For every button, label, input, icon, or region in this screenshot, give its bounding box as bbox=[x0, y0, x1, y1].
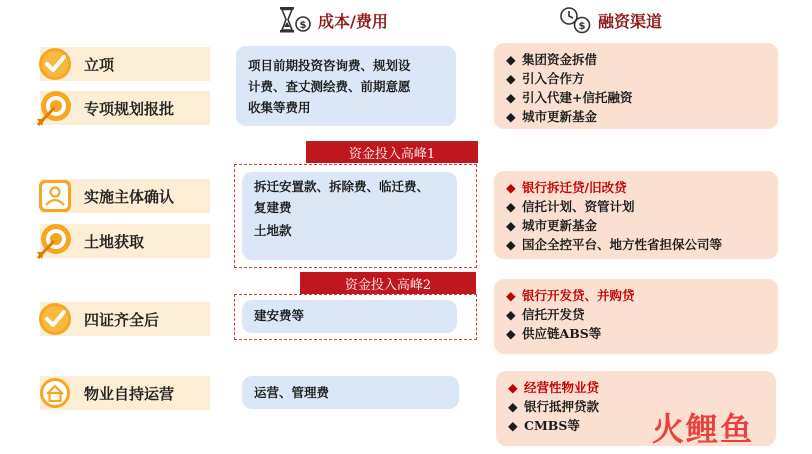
stage-label: 立项 bbox=[84, 55, 115, 74]
target-icon bbox=[34, 220, 76, 262]
funding-box-1 bbox=[494, 43, 778, 129]
cost-line: 计费、查丈测绘费、前期意愿 bbox=[248, 79, 411, 94]
cost-line: 复建费 bbox=[254, 200, 292, 215]
cost-header-label: 成本/费用 bbox=[318, 11, 388, 31]
stage-four-certificates bbox=[40, 302, 210, 336]
cost-line: 项目前期投资咨询费、规划设 bbox=[248, 58, 411, 73]
cost-line: 土地款 bbox=[254, 223, 292, 238]
funding-item: ◆ 银行抵押贷款 bbox=[508, 399, 600, 414]
svg-text:$: $ bbox=[578, 21, 586, 32]
svg-text:$: $ bbox=[299, 20, 307, 31]
funding-item: ◆ 供应链ABS等 bbox=[506, 326, 602, 341]
funding-item: ◆ 国企全控平台、地方性省担保公司等 bbox=[506, 237, 723, 252]
stage-label: 物业自持运营 bbox=[84, 384, 175, 403]
cost-box-operation bbox=[242, 376, 459, 409]
cost-line: 运营、管理费 bbox=[254, 385, 330, 400]
cost-line: 建安费等 bbox=[254, 308, 305, 323]
check-icon bbox=[34, 298, 76, 340]
peak-banner-2: 资金投入高峰2 bbox=[300, 272, 476, 294]
funding-item: ◆ 信托开发贷 bbox=[506, 307, 585, 322]
stage-property-operation bbox=[40, 376, 210, 410]
funding-item: ◆ CMBS等 bbox=[508, 418, 580, 433]
stage-land-acquisition bbox=[40, 224, 210, 258]
stage-label: 土地获取 bbox=[84, 232, 145, 251]
cost-column-header bbox=[278, 5, 388, 35]
funding-item: ◆ 集团资金拆借 bbox=[506, 52, 598, 67]
stage-planning-approval bbox=[40, 91, 210, 125]
funding-item-highlight: ◆ 经营性物业贷 bbox=[508, 380, 600, 395]
cost-line: 拆迁安置款、拆除费、临迁费、 bbox=[254, 179, 430, 194]
target-icon bbox=[34, 87, 76, 129]
person-icon bbox=[34, 175, 76, 217]
funding-box-3 bbox=[494, 279, 778, 354]
funding-box-2 bbox=[494, 171, 778, 259]
funding-item: ◆ 城市更新基金 bbox=[506, 218, 598, 233]
cost-line: 收集等费用 bbox=[248, 100, 311, 115]
funding-column-header bbox=[558, 5, 662, 35]
funding-item: ◆ 引入代建+信托融资 bbox=[506, 90, 633, 105]
stage-label: 专项规划报批 bbox=[84, 99, 175, 118]
check-icon bbox=[34, 43, 76, 85]
funding-item: ◆ 信托计划、资管计划 bbox=[506, 199, 635, 214]
stage-lixiang bbox=[40, 47, 210, 81]
stage-label: 四证齐全后 bbox=[84, 310, 160, 329]
funding-item-highlight: ◆ 银行拆迁贷/旧改贷 bbox=[506, 180, 627, 195]
clock-coins-icon bbox=[558, 5, 592, 35]
peak-banner-1: 资金投入高峰1 bbox=[306, 141, 478, 163]
house-icon bbox=[34, 372, 76, 414]
funding-item: ◆ 城市更新基金 bbox=[506, 109, 598, 124]
funding-item-highlight: ◆ 银行开发贷、并购贷 bbox=[506, 288, 635, 303]
hourglass-coins-icon bbox=[278, 5, 312, 35]
stage-label: 实施主体确认 bbox=[84, 187, 175, 206]
brand-logo: 火鲤鱼 bbox=[652, 410, 755, 448]
cost-box-preliminary bbox=[236, 46, 456, 126]
funding-header-label: 融资渠道 bbox=[598, 11, 663, 31]
stage-entity-confirmation bbox=[40, 179, 210, 213]
cost-box-demolition bbox=[242, 172, 457, 260]
funding-item: ◆ 引入合作方 bbox=[506, 71, 585, 86]
cost-box-construction bbox=[242, 300, 457, 333]
